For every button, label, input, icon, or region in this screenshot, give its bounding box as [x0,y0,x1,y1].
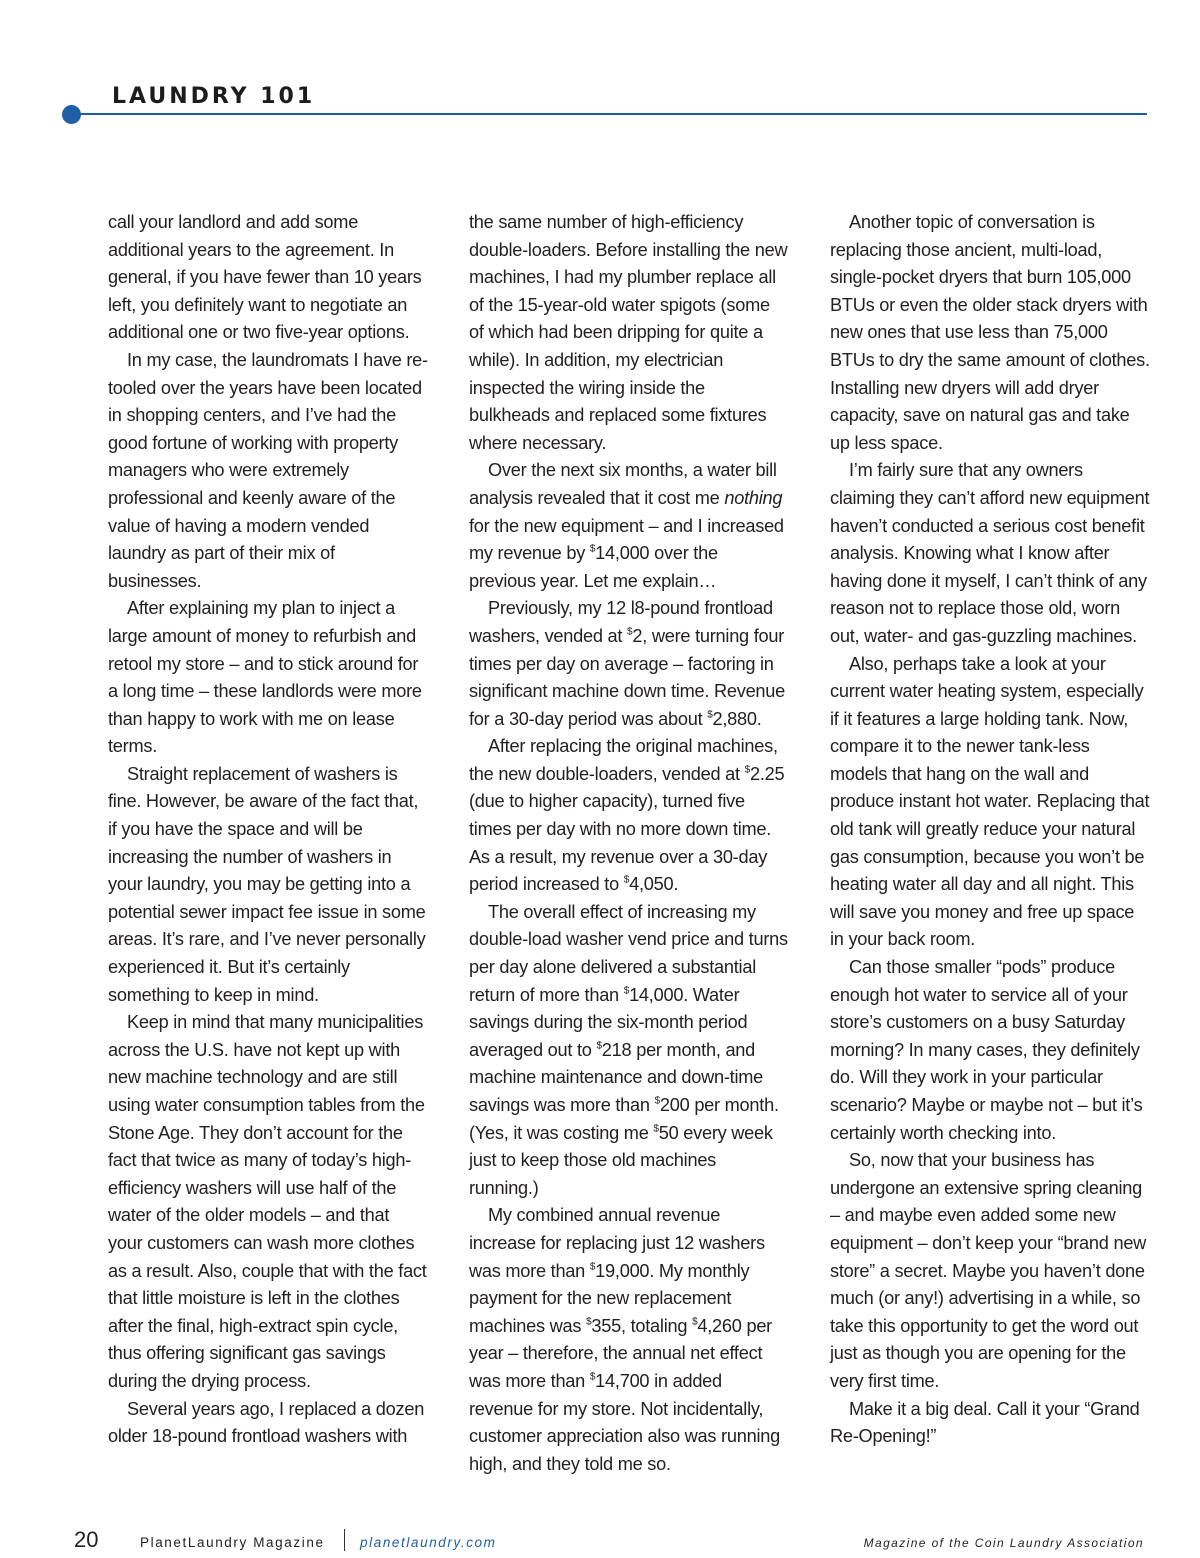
publication-name: PlanetLaundry Magazine [140,1535,325,1550]
text-run: . My monthly payment for the new replacement machines was [469,1260,750,1336]
amount: 14,000 [629,984,684,1005]
text-run: per year – therefore, the annual net effect was more than [469,1315,772,1391]
section-title: LAUNDRY 101 [112,84,316,109]
amount: 14,700 [595,1370,650,1391]
paragraph: I’m fairly sure that any owners claiming they can’t afford new equipment haven’t conducted a serious cost benefit analysis. Knowing what I know after having done it myself, I can’t think of any reason not to replace those old, worn out, water- and gas-guzzling machines. [830,460,1150,646]
text-run: in added revenue for my store. Not incidentally, customer appreciation also was running high, and they told me so. [469,1370,780,1474]
text-run: every week just to keep those old machines running.) [469,1122,773,1198]
paragraph: Keep in mind that many municipalities across the U.S. have not kept up with new machine technology and are still using water consumption tables from the Stone Age. They don’t account for the fact that twice as many of today’s high-efficiency washers will use half of the water of the older models – and that your customers can wash more clothes as a result. Also, couple that with the fact that little moisture is left in the clothes after the final, high-extract spin cycle, thus offering significant gas savings during the drying process. [108,1012,427,1391]
page-number: 20 [74,1527,99,1552]
paragraph: After explaining my plan to inject a large amount of money to refurbish and retool my store – and to stick around for a long time – these landlords were more than happy to work with me on lease terms. [108,598,422,757]
text-run: Over the next six months, a water bill analysis revealed that it cost me [469,460,777,508]
article-column-2 [469,209,789,1478]
text-run: , were turning four times per day on average – factoring in significant machine down time. Revenue for a 30-day period was about [469,625,786,729]
paragraph [469,457,789,595]
currency-symbol: $ [596,1040,602,1052]
currency-symbol: $ [586,1316,592,1328]
paragraph: Several years ago, I replaced a dozen older 18-pound frontload washers with [108,1398,425,1447]
paragraph: Can those smaller “pods” produce enough hot water to service all of your store’s customers on a busy Saturday morning? In many cases, they definitely do. Will they work in your particular scenario? Maybe or maybe not – but it’s certainly worth checking into. [830,957,1143,1143]
amount: 355 [591,1315,621,1336]
paragraph [469,595,789,733]
emphasis: nothing [724,487,783,508]
amount: 50 [658,1122,679,1143]
currency-symbol: $ [744,764,750,776]
paragraph: Straight replacement of washers is fine. However, be aware of the fact that, if you have the space and will be increasing the number of washers in your laundry, you may be getting into a potential sewer impact fee issue in some areas. It’s rare, and I’ve never personally experienced it. But it’s certainly something to keep in mind. [108,763,426,1005]
amount: 218 [601,1039,632,1060]
article-column-3 [830,209,1150,1451]
paragraph [469,899,789,1203]
text-run: The overall effect of increasing my double-load washer vend price and turns per day alone delivered a substantial return of more than [469,901,788,1005]
header-dot-icon [62,105,81,124]
amount: 200 [659,1095,690,1115]
footer-divider [344,1529,345,1551]
text-run: , totaling [620,1315,688,1336]
paragraph: the same number of high-efficiency double-loaders. Before installing the new machines, I had my plumber replace all of the 15-year-old water spigots (some of which had been dripping for quite a while). In addition, my electrician inspected the wiring inside the bulkheads and replaced some fixtures where necessary. [469,212,788,453]
amount: 19,000 [595,1260,650,1281]
paragraph: In my case, the laundromats I have re-tooled over the years have been located in shopping centers, and I’ve had the good fortune of working with property managers who were extremely professional and keenly aware of the value of having a modern vended laundry as part of their mix of businesses. [108,349,428,591]
paragraph [469,733,789,899]
currency-symbol: $ [653,1123,659,1135]
amount: 2,880 [712,708,757,729]
paragraph: Another topic of conversation is replacing those ancient, multi-load, single-pocket dryers that burn 105,000 BTUs or even the older stack dryers with new ones that use less than 75,000 BTUs to dry the same amount of clothes. Installing new dryers will add dryer capacity, save on natural gas and take up less space. [830,212,1150,453]
text-run: Previously, my 12 l8-pound frontload washers, vended at [469,598,773,646]
paragraph: So, now that your business has undergone an extensive spring cleaning – and maybe even added some new equipment – don’t keep your “brand new store” a secret. Maybe you haven’t done much (or any!) advertising in a while, so take this opportunity to get the word out just as though you are opening for the very first time. [830,1150,1147,1391]
paragraph: Also, perhaps take a look at your current water heating system, especially if it features a large holding tank. Now, compare it to the newer tank-less models that hang on the wall and produce instant hot water. Replacing that old tank will greatly reduce your natural gas consumption, because you won’t be heating water all day and all night. This will save you money and free up space in your back room. [830,653,1150,950]
text-run: . Water savings during the six-month period averaged out to [469,984,748,1060]
article-column-1 [108,209,428,1451]
currency-symbol: $ [589,1371,596,1383]
publication-tagline: Magazine of the Coin Laundry Association [863,1536,1144,1550]
currency-symbol: $ [589,1261,596,1273]
currency-symbol: $ [623,874,630,886]
text-run: My combined annual revenue increase for replacing just 12 washers was more than [469,1205,765,1281]
currency-symbol: $ [707,709,713,721]
amount: 4,260 [697,1315,742,1336]
page-footer [0,1527,1200,1557]
paragraph [469,1202,789,1478]
header-rule [72,113,1147,115]
currency-symbol: $ [627,626,633,638]
currency-symbol: $ [692,1316,698,1328]
amount: 14,000 [595,543,650,564]
text-run: (due to higher capacity), turned five times per day with no more down time. As a result, my revenue over a 30-day period increased to [469,791,772,895]
amount: 4,050 [629,874,674,895]
text-run: After replacing the original machines, the new double-loaders, vended at [469,736,778,784]
text-run: per month, and machine maintenance and down-time savings was more than [469,1039,764,1115]
paragraph: Make it a big deal. Call it your “Grand Re-Opening!” [830,1398,1140,1447]
currency-symbol: $ [623,985,630,997]
text-run: for the new equipment – and I increased my revenue by [469,515,784,564]
text-run: over the previous year. Let me explain… [469,543,718,591]
amount: 2.25 [749,763,785,784]
text-run: . [673,874,679,895]
text-run: per month. (Yes, it was costing me [469,1095,779,1143]
paragraph: call your landlord and add some additional years to the agreement. In general, if you have fewer than 10 years left, you definitely want to negotiate an additional one or two five-year options. [108,212,422,343]
currency-symbol: $ [589,543,596,555]
text-run: . [756,708,762,729]
amount: 2 [632,625,643,646]
website-link[interactable]: planetlaundry.com [360,1535,497,1550]
currency-symbol: $ [654,1095,660,1107]
